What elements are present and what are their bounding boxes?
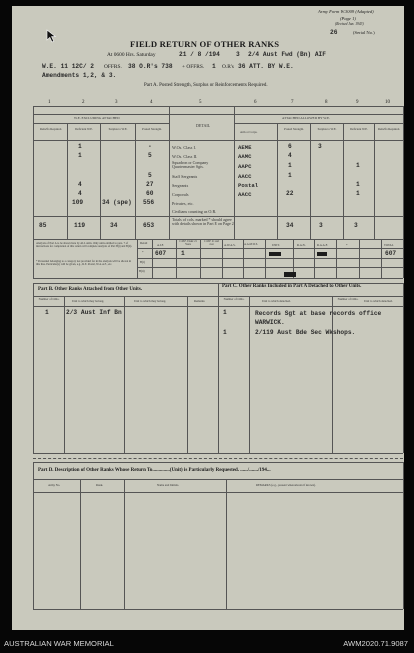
total-reinfts: 85 — [39, 222, 47, 229]
table-row-cell: 60 — [146, 190, 154, 197]
part-d-head-rank: Rank. — [96, 483, 104, 487]
part-c-row-2-unit: 2/119 Aust Bde Sec Wkshops. — [255, 329, 356, 336]
table-row-cell: 27 — [146, 181, 154, 188]
table-row-cell: - — [148, 143, 152, 150]
head-surplus-att: Surplus to W.E. — [317, 127, 337, 131]
total-deficient-att: 3 — [354, 222, 358, 229]
form-title: FIELD RETURN OF OTHER RANKS — [130, 39, 280, 49]
part-b-row-number: 1 — [45, 309, 49, 316]
analysis-note: Analysis of Part A to be shown here by ALL units. Only units entitled to para. 7 of instructions for completion of this return will complete analysis of Part B(i) and B(ii). — [36, 242, 133, 249]
part-c-title: Part C. Other Ranks Included in Part A Detached to Other Units. — [222, 284, 362, 289]
col-number-3: 3 — [115, 100, 118, 105]
table-row-cell: 5 — [148, 152, 152, 159]
analysis-head-aif: A.I.F. — [157, 243, 164, 247]
table-row-cell: 1 — [356, 162, 360, 169]
table-row-cell: 3 — [318, 143, 322, 150]
table-row-cell: 5 — [148, 172, 152, 179]
analysis-note-2: * Personnel belonging to a category not provided for in the analysis will be shown in this line. Particular(s) will be given, e.g., R.E. Postal, W.A.A.F., etc. — [36, 260, 131, 267]
table-row-cell: 1 — [78, 152, 82, 159]
footer-left-text: AUSTRALIAN WAR MEMORIAL — [4, 639, 114, 648]
head-surplus: Surplus to W.E. — [108, 127, 128, 131]
analysis-head-total: TOTAL — [384, 243, 394, 247]
analysis-row-bii: B(ii) — [139, 269, 145, 273]
part-c-head-number-2: Number of O.Rs. — [337, 297, 359, 301]
form-revision: (Revised Jan. 1943) — [335, 22, 364, 26]
table-row-cell: AACC — [238, 191, 252, 198]
part-c-row-1-number: 1 — [223, 309, 227, 316]
part-c-head-number: Number of O.Rs. — [223, 297, 245, 301]
table-row-cell: 1 — [78, 143, 82, 150]
offrs-label: OFFRS. — [104, 64, 122, 70]
analysis-head-unit: UNIT. — [272, 243, 280, 247]
part-c-head-unit: Unit to which detached. — [262, 299, 291, 303]
detail-pte: Privates, etc. — [172, 201, 194, 206]
table-row-cell: 109 — [72, 199, 84, 206]
table-row-cell: 22 — [286, 190, 294, 197]
col-number-10: 10 — [385, 100, 390, 105]
serial-number: 26 — [330, 29, 338, 36]
date-year: 3 — [236, 51, 240, 58]
part-c-head-unit-2: Unit to which detached. — [364, 299, 393, 303]
group-attached: ATTACHED ALLOWED BY W.E. — [282, 116, 330, 120]
table-row-cell: 4 — [78, 181, 82, 188]
offrs-typed: 38 O.R's 738 — [128, 63, 173, 70]
col-number-9: 9 — [356, 100, 359, 105]
part-d-head-name: Name and Initials. — [157, 483, 180, 487]
table-row-cell: 556 — [143, 199, 155, 206]
total-surplus: 34 — [110, 222, 118, 229]
table-row-cell: 4 — [288, 152, 292, 159]
form-page — [12, 6, 404, 630]
form-page-label: (Page 1) — [340, 16, 356, 21]
table-row-cell: 34 (spe) — [102, 199, 132, 206]
totals-note: Totals of cols. marked * should agree with details shown in Part E on Page 2 — [172, 217, 234, 227]
table-row-cell: 1 — [288, 162, 292, 169]
col-number-1: 1 — [48, 100, 51, 105]
cursor-arrow-icon — [46, 29, 58, 43]
detail-cpl: Corporals — [172, 192, 189, 197]
head-reinfts: Rein/fts Required. — [40, 127, 62, 131]
table-row-cell: AAPC — [238, 163, 252, 170]
ors-label: O.R's — [222, 64, 234, 70]
col-number-7: 7 — [291, 100, 294, 105]
head-deficient: Deficient W.E. — [75, 127, 93, 131]
detail-wo1: W.Os. Class I. — [172, 145, 196, 150]
part-d-head-remarks: REMARKS (e.g., present whereabouts if known). — [256, 483, 316, 487]
date-typed: 21 / 8 /194 — [179, 51, 220, 58]
col-number-8: 8 — [325, 100, 328, 105]
table-row-cell: Postal — [238, 182, 259, 189]
analysis-head-raaf: R.A.A.F. — [317, 243, 328, 247]
col-number-4: 4 — [150, 100, 153, 105]
total-surplus-att: 3 — [319, 222, 323, 229]
analysis-head-cmf-under: C.M.F. Under 21 Years — [179, 240, 197, 246]
analysis-head-cmf-over: C.M.F. 21 and over — [204, 240, 219, 246]
col-number-5: 5 — [199, 100, 202, 105]
table-row-cell: 6 — [288, 143, 292, 150]
head-posted-att: Posted Strength. — [284, 127, 304, 131]
part-c-row-2-number: 1 — [223, 329, 227, 336]
group-we-excluding: W.E. EXCLUDING ATTACHED — [74, 116, 120, 120]
table-row-cell: 1 — [288, 172, 292, 179]
plus-offrs-label: + OFFRS. — [182, 64, 205, 70]
we-typed: W.E. 11 12C/ 2 — [42, 63, 94, 70]
head-posted: Posted Strength. — [142, 127, 162, 131]
archive-footer — [0, 631, 414, 653]
table-row-cell: AACC — [238, 173, 252, 180]
analysis-head-ran: R.A.N. — [297, 243, 306, 247]
at-hrs-label: At 0600 Hrs. Saturday — [107, 52, 156, 58]
part-b-head-remarks: Remarks — [194, 299, 205, 303]
detail-ssgt: Staff Sergeants — [172, 174, 198, 179]
part-d-head-army-no: Army No. — [48, 483, 61, 487]
amendments-typed: Amendments 1,2, & 3. — [42, 72, 117, 79]
plus-offrs-typed: 1 — [212, 63, 216, 70]
form-number: Army Form W.3009 (Adapted) — [318, 9, 374, 14]
footer-right-text: AWM2020.71.9087 — [343, 639, 408, 648]
table-row-cell: 1 — [356, 190, 360, 197]
part-b-title: Part B. Other Ranks Attached from Other Units. — [38, 287, 143, 292]
total-posted: 653 — [143, 222, 155, 229]
detail-head: DETAIL — [196, 123, 211, 128]
part-d-title: Part D. Description of Other Ranks Whose Return To..............(Unit) is Particularly Requested. ....../......./194... — [38, 468, 271, 473]
analysis-head-aamws: A.A.M.W.S. — [244, 243, 258, 246]
part-b-row-unit: 2/3 Aust Inf Bn — [66, 309, 122, 316]
part-c-row-1-unit: Records Sgt at base records office WARWICK. — [255, 310, 382, 326]
detail-cqms: Squadron or Company Quartermaster Sgts. — [172, 160, 209, 169]
detail-civilians: Civilians counting as O.R. — [172, 209, 217, 214]
part-b-head-unit: Unit to which they belong. — [72, 299, 105, 303]
analysis-cmf-value: 1 — [181, 250, 185, 257]
unit-typed: 2/4 Aust Fwd (Bn) AIF — [248, 51, 326, 58]
analysis-head-star: * — [346, 243, 348, 247]
serial-label: (Serial No.) — [353, 30, 375, 35]
att-typed: 36 ATT. BY W.E. — [238, 63, 294, 70]
analysis-total-value: 607 — [385, 250, 397, 257]
head-reinfts-att: Rein/fts Required. — [378, 127, 400, 131]
analysis-head-awas: A.W.A.S. — [224, 243, 236, 247]
table-row-cell: AEME — [238, 144, 252, 151]
detail-sgt: Sergeants — [172, 183, 189, 188]
head-deficient-att: Deficient W.E. — [350, 127, 368, 131]
analysis-aif-value: 607 — [155, 250, 167, 257]
table-row-cell: AAMC — [238, 153, 252, 160]
total-deficient: 119 — [74, 222, 86, 229]
analysis-row-bi: B(i) — [140, 260, 145, 264]
part-b-head-number: Number of O.Rs. — [38, 297, 60, 301]
head-arm: Arm or Corps. — [240, 130, 258, 134]
part-b-head-unit-2: Unit to which they belong. — [134, 299, 167, 303]
part-a-title: Part A. Posted Strength, Surplus or Reinforcements Required. — [144, 83, 268, 88]
col-number-2: 2 — [82, 100, 85, 105]
total-posted-att: 34 — [286, 222, 294, 229]
table-row-cell: 4 — [78, 190, 82, 197]
analysis-row-star: * — [142, 250, 144, 254]
col-number-6: 6 — [254, 100, 257, 105]
analysis-row-detail: Detail — [140, 241, 148, 245]
table-row-cell: 1 — [356, 181, 360, 188]
detail-wo2: W.Os. Class II. — [172, 154, 198, 159]
